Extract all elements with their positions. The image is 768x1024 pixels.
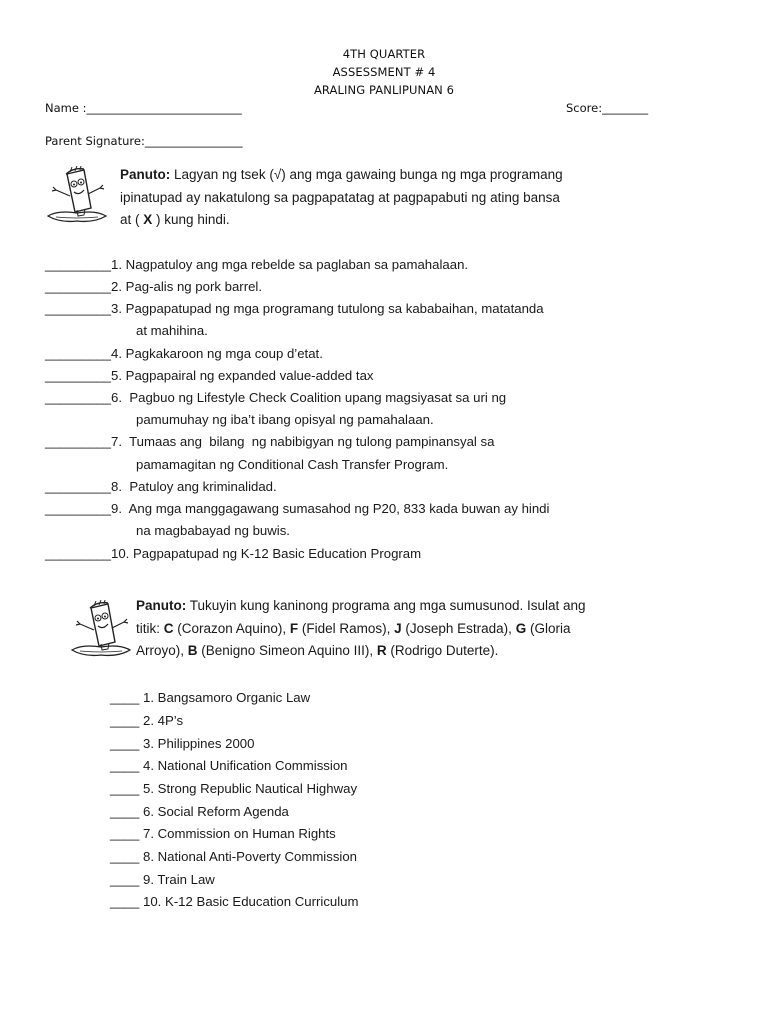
score-field[interactable]: Score:________: [566, 101, 649, 115]
pencil-mascot-icon: [44, 166, 110, 228]
part2-item-10[interactable]: ____ 10. K-12 Basic Education Curriculum: [110, 894, 359, 909]
part2-item-6[interactable]: ____ 6. Social Reform Agenda: [110, 804, 289, 819]
part1-item-9-continuation: na magbabayad ng buwis.: [136, 523, 290, 538]
part1-item-4[interactable]: _________4. Pagkakaroon ng mga coup d’etat.: [45, 346, 323, 361]
part1-item-5[interactable]: _________5. Pagpapairal ng expanded value-added tax: [45, 368, 374, 383]
part1-instruction-line3: at ( X ) kung hindi.: [120, 212, 230, 227]
part2-item-2[interactable]: ____ 2. 4P’s: [110, 713, 184, 728]
part2-item-1[interactable]: ____ 1. Bangsamoro Organic Law: [110, 690, 311, 705]
quarter-title: 4TH QUARTER: [342, 47, 426, 61]
part1-instruction-line1: Panuto: Lagyan ng tsek (√) ang mga gawaing bunga ng mga programang: [120, 167, 563, 182]
parent-signature-field[interactable]: Parent Signature:_________________: [45, 134, 243, 148]
subject-title: ARALING PANLIPUNAN 6: [313, 83, 455, 97]
part2-item-5[interactable]: ____ 5. Strong Republic Nautical Highway: [110, 781, 358, 796]
part1-item-8[interactable]: _________8. Patuloy ang kriminalidad.: [45, 479, 277, 494]
part2-instruction: [136, 595, 746, 663]
part1-item-7-continuation: pamamagitan ng Conditional Cash Transfer Program.: [136, 457, 449, 472]
part2-item-9[interactable]: ____ 9. Train Law: [110, 872, 215, 887]
part1-panuto-label: Panuto:: [120, 167, 171, 182]
name-field[interactable]: Name :___________________________: [45, 101, 242, 115]
part1-item-7[interactable]: _________7. Tumaas ang bilang ng nabibigyan ng tulong pampinansyal sa: [45, 434, 495, 449]
part1-item-3-continuation: at mahihina.: [136, 323, 208, 338]
part1-item-2[interactable]: _________2. Pag-alis ng pork barrel.: [45, 279, 263, 294]
part2-item-8[interactable]: ____ 8. National Anti-Poverty Commission: [110, 849, 358, 864]
part2-instruction-line1: Panuto: Tukuyin kung kaninong programa ang mga sumusunod. Isulat ang: [136, 598, 586, 613]
pencil-mascot-icon: [68, 600, 134, 662]
part1-item-3[interactable]: _________3. Pagpapatupad ng mga programang tutulong sa kababaihan, matatanda: [45, 301, 544, 316]
part2-instruction-line2: titik: C (Corazon Aquino), F (Fidel Ramos), J (Joseph Estrada), G (Gloria: [136, 620, 571, 636]
part1-item-6-continuation: pamumuhay ng iba’t ibang opisyal ng pamahalaan.: [136, 412, 434, 427]
assessment-title: ASSESSMENT # 4: [332, 65, 436, 79]
part1-instruction: [120, 164, 740, 232]
part2-item-7[interactable]: ____ 7. Commission on Human Rights: [110, 826, 336, 841]
part2-item-4[interactable]: ____ 4. National Unification Commission: [110, 758, 348, 773]
part1-item-9[interactable]: _________9. Ang mga manggagawang sumasahod ng P20, 833 kada buwan ay hindi: [45, 501, 550, 516]
part1-item-1[interactable]: _________1. Nagpatuloy ang mga rebelde sa paglaban sa pamahalaan.: [45, 257, 469, 272]
part1-instruction-line2: ipinatupad ay nakatulong sa pagpapatatag at pagpapabuti ng ating bansa: [120, 189, 560, 205]
part2-item-3[interactable]: ____ 3. Philippines 2000: [110, 736, 255, 751]
part2-instruction-line3: Arroyo), B (Benigno Simeon Aquino III), R (Rodrigo Duterte).: [136, 643, 499, 658]
part1-item-6[interactable]: _________6. Pagbuo ng Lifestyle Check Coalition upang magsiyasat sa uri ng: [45, 390, 507, 405]
part2-panuto-label: Panuto:: [136, 598, 187, 613]
part1-item-10[interactable]: _________10. Pagpapatupad ng K-12 Basic Education Program: [45, 546, 422, 561]
